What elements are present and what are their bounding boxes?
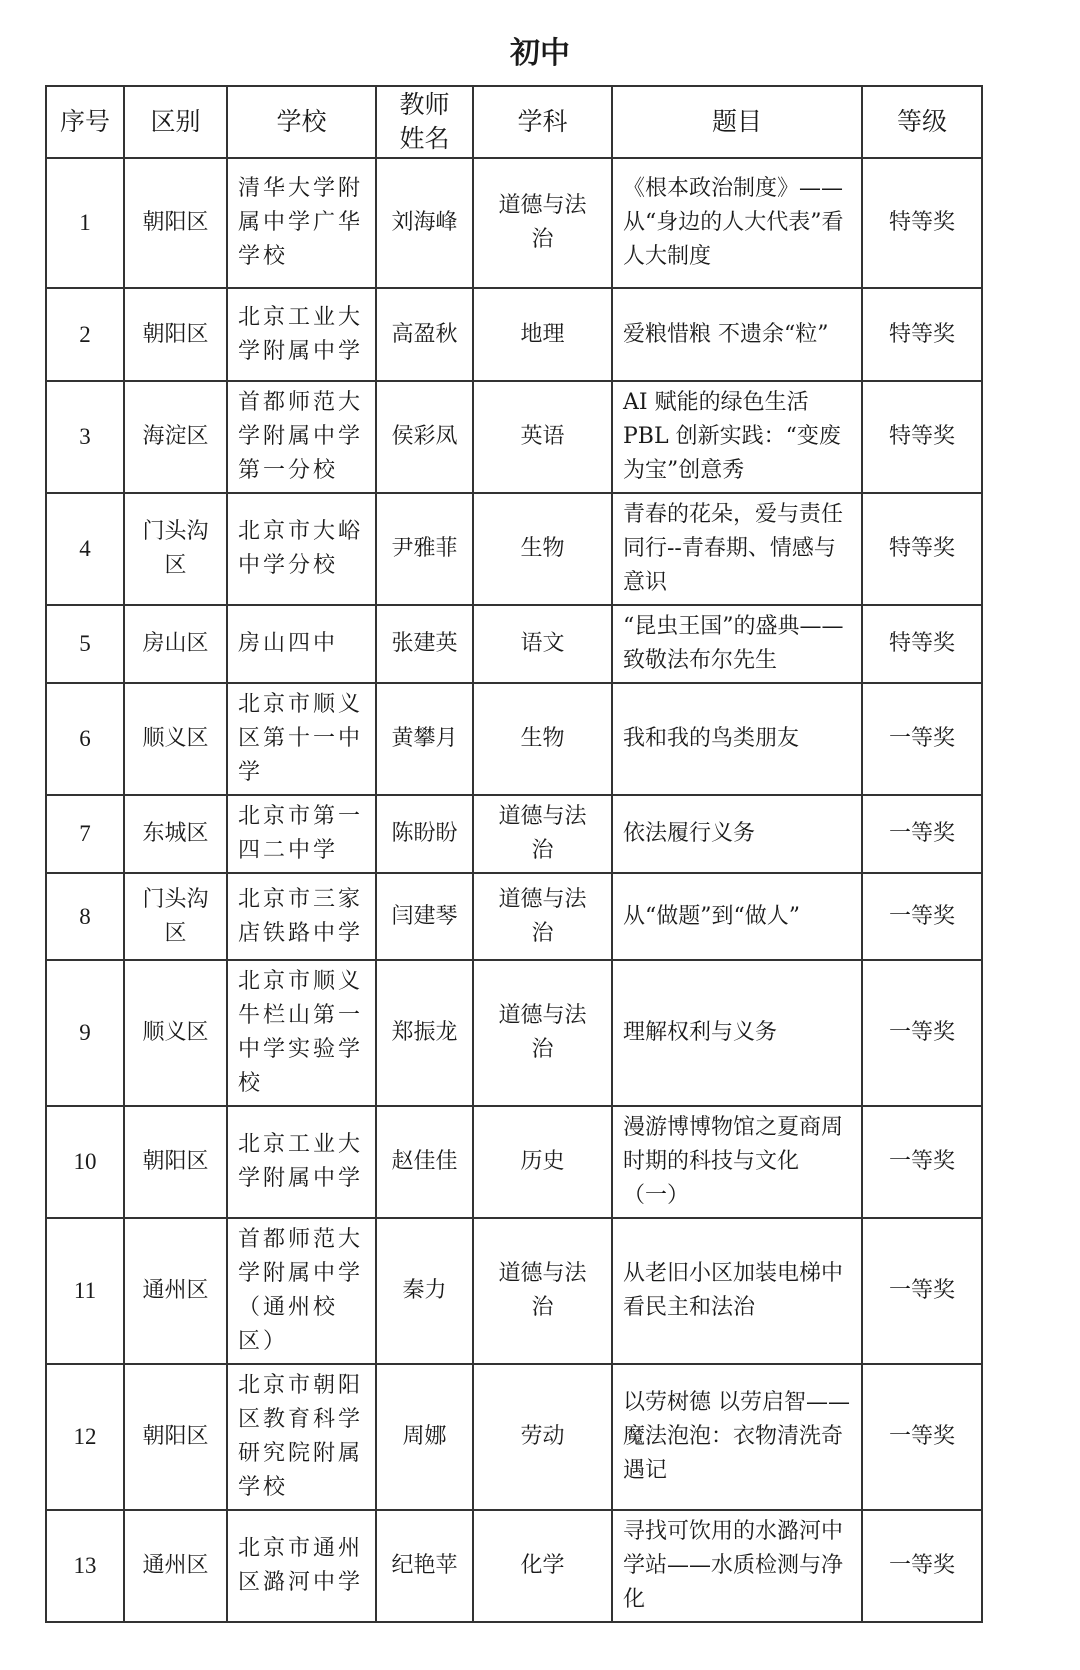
cell-teacher: 黄攀月 xyxy=(376,683,473,795)
cell-school: 北京市大峪中学分校 xyxy=(227,493,376,605)
header-subject: 学科 xyxy=(473,86,612,158)
header-teacher: 教师姓名 xyxy=(376,86,473,158)
header-district: 区别 xyxy=(124,86,227,158)
awards-table xyxy=(45,85,983,1623)
cell-no: 5 xyxy=(46,605,124,683)
cell-teacher: 张建英 xyxy=(376,605,473,683)
cell-school: 北京市顺义牛栏山第一中学实验学校 xyxy=(227,960,376,1106)
cell-teacher: 郑振龙 xyxy=(376,960,473,1106)
table-row xyxy=(46,683,982,795)
cell-topic: 寻找可饮用的水潞河中学站——水质检测与净化 xyxy=(612,1510,862,1622)
cell-no: 13 xyxy=(46,1510,124,1622)
table-row xyxy=(46,795,982,873)
cell-school: 北京市顺义区第十一中学 xyxy=(227,683,376,795)
cell-school: 清华大学附属中学广华学校 xyxy=(227,158,376,288)
cell-district: 朝阳区 xyxy=(124,1106,227,1218)
cell-level: 特等奖 xyxy=(862,158,982,288)
page-title: 初中 xyxy=(510,36,570,71)
table-row xyxy=(46,873,982,960)
cell-level: 一等奖 xyxy=(862,873,982,960)
cell-no: 6 xyxy=(46,683,124,795)
cell-topic: 从“做题”到“做人” xyxy=(612,873,862,960)
cell-level: 特等奖 xyxy=(862,605,982,683)
cell-no: 10 xyxy=(46,1106,124,1218)
cell-subject: 历史 xyxy=(473,1106,612,1218)
cell-topic: 漫游博博物馆之夏商周时期的科技与文化（一） xyxy=(612,1106,862,1218)
cell-school: 北京市三家店铁路中学 xyxy=(227,873,376,960)
table-row xyxy=(46,1510,982,1622)
cell-district: 朝阳区 xyxy=(124,1364,227,1510)
header-topic: 题目 xyxy=(612,86,862,158)
cell-topic: 爱粮惜粮 不遗余“粒” xyxy=(612,288,862,381)
cell-subject: 语文 xyxy=(473,605,612,683)
cell-district: 海淀区 xyxy=(124,381,227,493)
cell-district: 通州区 xyxy=(124,1510,227,1622)
cell-school: 房山四中 xyxy=(227,605,376,683)
table-header-row xyxy=(46,86,982,158)
cell-school: 北京市第一四二中学 xyxy=(227,795,376,873)
cell-teacher: 周娜 xyxy=(376,1364,473,1510)
cell-subject: 地理 xyxy=(473,288,612,381)
cell-no: 2 xyxy=(46,288,124,381)
header-school: 学校 xyxy=(227,86,376,158)
cell-topic: 《根本政治制度》——从“身边的人大代表”看人大制度 xyxy=(612,158,862,288)
table-row xyxy=(46,381,982,493)
table-row xyxy=(46,605,982,683)
cell-subject: 道德与法治 xyxy=(473,1218,612,1364)
cell-district: 东城区 xyxy=(124,795,227,873)
cell-level: 特等奖 xyxy=(862,288,982,381)
cell-topic: 从老旧小区加装电梯中看民主和法治 xyxy=(612,1218,862,1364)
cell-subject: 劳动 xyxy=(473,1364,612,1510)
cell-no: 7 xyxy=(46,795,124,873)
cell-school: 首都师范大学附属中学（通州校区） xyxy=(227,1218,376,1364)
cell-level: 一等奖 xyxy=(862,1106,982,1218)
cell-no: 9 xyxy=(46,960,124,1106)
cell-district: 顺义区 xyxy=(124,960,227,1106)
cell-level: 一等奖 xyxy=(862,1218,982,1364)
cell-district: 房山区 xyxy=(124,605,227,683)
cell-level: 特等奖 xyxy=(862,493,982,605)
cell-subject: 道德与法治 xyxy=(473,795,612,873)
cell-school: 北京市朝阳区教育科学研究院附属学校 xyxy=(227,1364,376,1510)
cell-subject: 生物 xyxy=(473,683,612,795)
cell-no: 3 xyxy=(46,381,124,493)
cell-district: 通州区 xyxy=(124,1218,227,1364)
table-row xyxy=(46,960,982,1106)
cell-topic: 依法履行义务 xyxy=(612,795,862,873)
header-level: 等级 xyxy=(862,86,982,158)
cell-teacher: 尹雅菲 xyxy=(376,493,473,605)
table-row xyxy=(46,288,982,381)
cell-subject: 道德与法治 xyxy=(473,873,612,960)
cell-district: 朝阳区 xyxy=(124,158,227,288)
cell-no: 1 xyxy=(46,158,124,288)
cell-subject: 道德与法治 xyxy=(473,960,612,1106)
cell-no: 4 xyxy=(46,493,124,605)
header-no: 序号 xyxy=(46,86,124,158)
cell-level: 一等奖 xyxy=(862,1510,982,1622)
cell-school: 北京市通州区潞河中学 xyxy=(227,1510,376,1622)
cell-level: 特等奖 xyxy=(862,381,982,493)
table-row xyxy=(46,1364,982,1510)
table-row xyxy=(46,493,982,605)
table-row xyxy=(46,1218,982,1364)
table-row xyxy=(46,158,982,288)
cell-topic: 青春的花朵，爱与责任同行--青春期、情感与意识 xyxy=(612,493,862,605)
cell-topic: 理解权利与义务 xyxy=(612,960,862,1106)
cell-district: 顺义区 xyxy=(124,683,227,795)
cell-subject: 道德与法治 xyxy=(473,158,612,288)
cell-district: 门头沟区 xyxy=(124,873,227,960)
cell-district: 门头沟区 xyxy=(124,493,227,605)
cell-teacher: 闫建琴 xyxy=(376,873,473,960)
cell-level: 一等奖 xyxy=(862,1364,982,1510)
cell-topic: AI 赋能的绿色生活PBL 创新实践：“变废为宝”创意秀 xyxy=(612,381,862,493)
cell-teacher: 刘海峰 xyxy=(376,158,473,288)
cell-subject: 化学 xyxy=(473,1510,612,1622)
cell-no: 8 xyxy=(46,873,124,960)
cell-teacher: 赵佳佳 xyxy=(376,1106,473,1218)
table-row xyxy=(46,1106,982,1218)
cell-topic: 我和我的鸟类朋友 xyxy=(612,683,862,795)
cell-teacher: 高盈秋 xyxy=(376,288,473,381)
cell-subject: 英语 xyxy=(473,381,612,493)
cell-school: 首都师范大学附属中学第一分校 xyxy=(227,381,376,493)
cell-teacher: 陈盼盼 xyxy=(376,795,473,873)
cell-district: 朝阳区 xyxy=(124,288,227,381)
cell-teacher: 纪艳苹 xyxy=(376,1510,473,1622)
cell-topic: “昆虫王国”的盛典——致敬法布尔先生 xyxy=(612,605,862,683)
cell-school: 北京工业大学附属中学 xyxy=(227,1106,376,1218)
cell-no: 11 xyxy=(46,1218,124,1364)
cell-level: 一等奖 xyxy=(862,960,982,1106)
cell-teacher: 侯彩凤 xyxy=(376,381,473,493)
cell-no: 12 xyxy=(46,1364,124,1510)
cell-level: 一等奖 xyxy=(862,795,982,873)
cell-subject: 生物 xyxy=(473,493,612,605)
cell-school: 北京工业大学附属中学 xyxy=(227,288,376,381)
cell-teacher: 秦力 xyxy=(376,1218,473,1364)
cell-topic: 以劳树德 以劳启智——魔法泡泡：衣物清洗奇遇记 xyxy=(612,1364,862,1510)
cell-level: 一等奖 xyxy=(862,683,982,795)
